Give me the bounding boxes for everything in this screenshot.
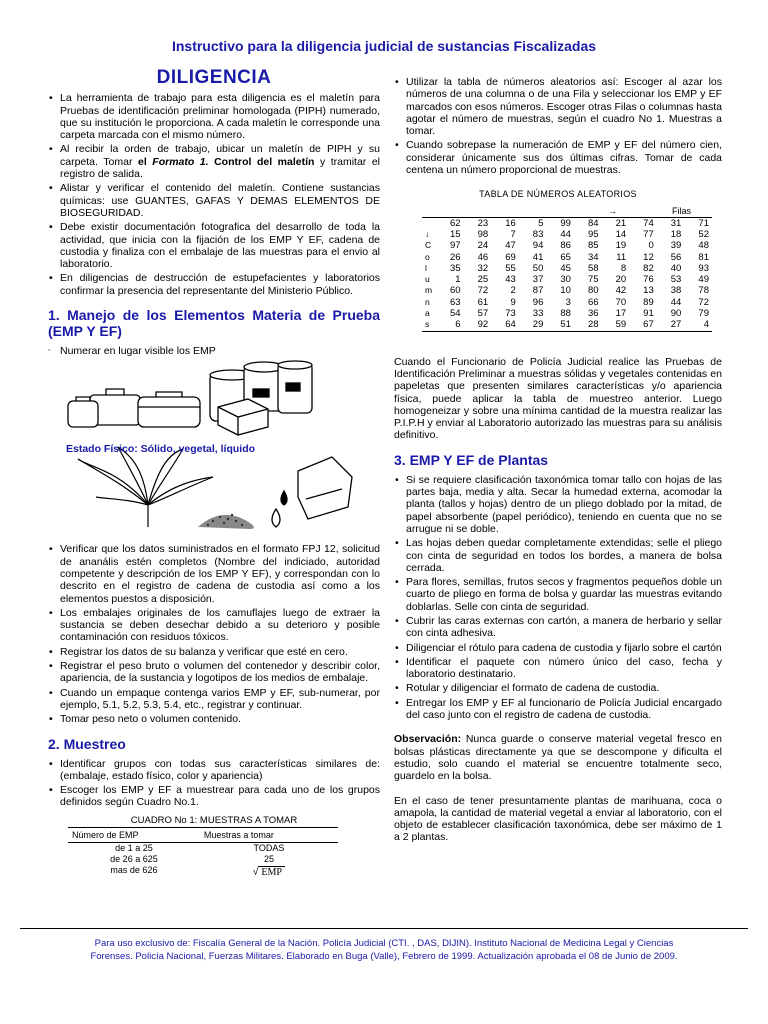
table-cell: 62 xyxy=(436,217,464,229)
table-cell: 46 xyxy=(477,251,489,263)
random-table-title: TABLA DE NÚMEROS ALEATORIOS xyxy=(479,189,637,200)
table-cell: 4 xyxy=(684,319,712,331)
list-item: • Entregar los EMP y EF al funcionario de Policía Judicial encargado del caso junto con el registro de cadena de custodia. xyxy=(394,697,722,722)
list-item: • Alistar y verificar el contenido del maletín. Contiene sustancias químicas: use GUANTES, GAFAS Y DEMAS ELEMENTOS DE BIOSEGURIDAD. xyxy=(48,182,380,219)
list-item: • La herramienta de trabajo para esta diligencia es el maletín para Pruebas de identificación preliminar homologada (PIPH) numerado, que su institución le proporciona. A cada maletín le corresponde una carpeta marcada con el mismo número. xyxy=(48,92,380,141)
table-cell: 96 xyxy=(532,296,544,308)
table-cell: 19 xyxy=(615,240,627,252)
table-row xyxy=(422,252,712,263)
table-cell: 84 xyxy=(574,217,602,229)
table-header: Número de EMP xyxy=(68,827,200,842)
cuadro-table xyxy=(68,827,338,878)
table-cell: 81 xyxy=(698,251,709,263)
table-cell: 66 xyxy=(587,296,599,308)
table-cell: 43 xyxy=(505,274,516,286)
table-cell: 44 xyxy=(670,296,682,308)
cuadro-title: CUADRO No 1: MUESTRAS A TOMAR xyxy=(130,814,298,826)
random-numbers-table xyxy=(422,217,712,332)
table-row: mas de 626 √ EMP xyxy=(68,865,338,878)
table-header: Muestras a tomar xyxy=(200,827,338,842)
list-item: • Las hojas deben quedar completamente extendidas; selle el pliego con cinta de seguridad en todos los bordes, a manera de bolsa cerrada. xyxy=(394,537,722,574)
table-cell: 2 xyxy=(510,285,516,297)
side-label: C xyxy=(425,240,432,251)
list-item: • Los embalajes originales de los camuflajes luego de extraer la sustancia se deben desechar debido a su deterioro y posible contaminación con residuos tóxicos. xyxy=(48,607,380,644)
table-cell: 50 xyxy=(532,262,544,274)
table-cell: 24 xyxy=(477,240,489,252)
table-cell: 17 xyxy=(615,308,627,320)
table-cell: 60 xyxy=(450,285,461,297)
table-cell: 31 xyxy=(657,217,685,229)
list-item: • Identificar el paquete con número único del caso, fecha y laboratorio destinatario. xyxy=(394,656,722,681)
table-cell: 48 xyxy=(698,240,709,252)
table-cell: 98 xyxy=(477,228,489,240)
left-column xyxy=(48,67,381,879)
table-cell: 94 xyxy=(532,240,544,252)
table-cell: 15 xyxy=(450,228,461,240)
side-label: ↓ xyxy=(425,228,430,239)
table-cell: 99 xyxy=(546,217,574,229)
table-cell: 54 xyxy=(450,308,461,320)
leaf-icon xyxy=(78,447,213,527)
table-cell: 26 xyxy=(450,251,461,263)
paragraph: Cuando el Funcionario de Policía Judicial realice las Pruebas de Identificación Preliminar a muestras sólidas y vegetales contenidas en papeletas que presenten similares características y/o apariencia física, puede aplicar la tabla de muestreo anterior. Luego homogeneizar y sobre una mínima cantidad de la muestra realizar las P.I.P.H y enviar al Laboratorio autorizado las muestras para su análisis definitivo. xyxy=(394,355,722,442)
table-cell: 1 xyxy=(455,274,461,286)
table-cell: 87 xyxy=(532,285,544,297)
table-cell: 72 xyxy=(477,285,489,297)
table-cell: 52 xyxy=(698,228,709,240)
table-cell: 73 xyxy=(505,308,516,320)
list-item: • Cuando sobrepase la numeración de EMP y EF del número cien, considerar únicamente sus dos últimas cifras. Tomar de cada centena un número proporcional de muestras. xyxy=(394,139,722,176)
table-cell: 30 xyxy=(560,274,571,286)
list-item: • Identificar grupos con todas sus características similares de: (embalaje, estado físico, color y apariencia) xyxy=(48,758,380,783)
table-cell: 0 xyxy=(648,240,654,252)
table-cell: 18 xyxy=(670,228,682,240)
list-item: • Registrar los datos de su balanza y verificar que esté en cero. xyxy=(48,646,380,658)
table-cell: 85 xyxy=(587,240,599,252)
footer-line: Forenses. Policía Nacional, Fuerzas Militares. Elaborado en Buga (Valle), Febrero de 1999. Actualización aprobada el 08 de Junio de 2009. xyxy=(90,951,678,962)
table-cell: 10 xyxy=(560,285,571,297)
table-cell: 64 xyxy=(491,319,519,331)
table-cell: 6 xyxy=(436,319,464,331)
table-cell: 95 xyxy=(587,228,599,240)
table-cell: 72 xyxy=(698,296,709,308)
table-row xyxy=(422,229,712,240)
list-item: • Cubrir las caras externas con cartón, a manera de herbario y sellar con cinta adhesiva. xyxy=(394,615,722,640)
table-cell: 49 xyxy=(698,274,709,286)
intro-list xyxy=(48,92,380,297)
top-right-list xyxy=(394,76,722,176)
estado-fisico-label: Estado Físico: Sólido, vegetal, líquido xyxy=(66,443,256,456)
table-cell: 39 xyxy=(670,240,682,252)
page-title: DILIGENCIA xyxy=(156,67,272,88)
table-cell: 55 xyxy=(505,262,516,274)
side-label: l xyxy=(425,262,427,273)
table-cell: 74 xyxy=(629,217,657,229)
table-cell: 34 xyxy=(587,251,599,263)
table-cell: 92 xyxy=(464,319,492,331)
table-cell: 69 xyxy=(505,251,516,263)
table-cell: 53 xyxy=(670,274,682,286)
footer-line: Para uso exclusivo de: Fiscalía General de la Nación. Policía Judicial (CTI. , DAS, DIJIN). Instituto Nacional de Medicina Legal y Ciencias xyxy=(94,938,674,949)
table-cell: 82 xyxy=(643,262,654,274)
table-cell: 75 xyxy=(587,274,599,286)
table-cell: 51 xyxy=(546,319,574,331)
table-cell: 91 xyxy=(643,308,654,320)
table-row: de 26 a 625 25 xyxy=(110,854,274,865)
filas-label: Filas xyxy=(672,205,692,216)
section-1-list xyxy=(48,543,380,725)
list-item: • Si se requiere clasificación taxonómica tomar tallo con hojas de las partes baja, media y alta. Secar la humedad externa, acomodar la planta (tallos y hojas) dentro de un pliego doblado por la mitad, de papel absorbente (papel periódico), teniendo en cuenta que no se arrugue ni se doble. xyxy=(394,474,722,535)
list-item: • Al recibir la orden de trabajo, ubicar un maletín de PIPH y su carpeta. Tomar el Formato 1. Control del maletín y tramitar el registro de salida. xyxy=(48,143,380,180)
numerar-note: ◦ Numerar en lugar visible los EMP xyxy=(48,345,216,358)
table-row: de 1 a 25 TODAS xyxy=(115,843,285,854)
section-2-list xyxy=(48,758,380,809)
table-cell: 58 xyxy=(587,262,599,274)
list-item: • En diligencias de destrucción de estupefacientes y laboratorios confirmar la presencia del representante del Ministerio Público. xyxy=(48,272,380,297)
table-cell: 29 xyxy=(519,319,547,331)
table-cell: 90 xyxy=(670,308,682,320)
table-cell: 21 xyxy=(602,217,630,229)
table-cell: 32 xyxy=(477,262,489,274)
side-label: u xyxy=(425,274,430,285)
suitcase-icon xyxy=(68,389,200,427)
table-cell: 12 xyxy=(643,251,654,263)
arrow-right-icon: → xyxy=(608,205,617,216)
table-row xyxy=(422,217,712,229)
side-label: n xyxy=(425,296,430,307)
table-row xyxy=(422,297,712,308)
table-cell: 40 xyxy=(670,262,682,274)
section-1-title: 1. Manejo de los Elementos Materia de Prueba (EMP Y EF) xyxy=(48,307,380,340)
section-3-list xyxy=(394,474,722,722)
table-cell: 37 xyxy=(532,274,544,286)
document-header: Instructivo para la diligencia judicial de sustancias Fiscalizadas xyxy=(171,38,597,54)
table-cell: 63 xyxy=(450,296,461,308)
table-cell: 86 xyxy=(560,240,571,252)
liquid-icon xyxy=(272,457,352,527)
side-label xyxy=(422,217,436,229)
table-cell: 56 xyxy=(670,251,682,263)
table-cell: 70 xyxy=(615,296,627,308)
random-table-header xyxy=(422,205,712,217)
side-label: s xyxy=(422,319,436,331)
table-cell: 3 xyxy=(565,296,571,308)
list-item: • Debe existir documentación fotografica del desarrollo de toda la actividad, que inicia con la fijación de los EMP Y EF, cadena de custodia y finaliza con el embalaje de las muestras para el envio al laboratorio. xyxy=(48,221,380,270)
table-row xyxy=(422,308,712,319)
table-cell: 41 xyxy=(532,251,544,263)
table-cell: 47 xyxy=(505,240,516,252)
table-cell: 71 xyxy=(684,217,712,229)
table-cell: 33 xyxy=(532,308,544,320)
list-item: • Cuando un empaque contenga varios EMP y EF, sub-numerar, por ejemplo, 5.1, 5.2, 5.3, 5.4, etc., registrar y continuar. xyxy=(48,687,380,712)
table-cell: 59 xyxy=(602,319,630,331)
side-label: o xyxy=(425,251,430,262)
table-row xyxy=(422,285,712,296)
table-cell: 11 xyxy=(616,251,627,263)
table-cell: 45 xyxy=(560,262,571,274)
sqrt-formula: √ EMP xyxy=(253,867,285,878)
section-3-title: 3. EMP Y EF de Plantas xyxy=(394,451,549,468)
table-cell: 20 xyxy=(615,274,627,286)
table-cell: 89 xyxy=(643,296,654,308)
right-column xyxy=(394,76,722,850)
table-cell: 44 xyxy=(560,228,571,240)
table-row xyxy=(422,263,712,274)
table-cell: 76 xyxy=(643,274,654,286)
table-cell: 25 xyxy=(477,274,489,286)
table-cell: 79 xyxy=(698,308,709,320)
observacion-paragraph: Observación: Nunca guarde o conserve material vegetal fresco en bolsas plásticas directamente ya que se descompone y dificulta el estudio, solo cuando el material se encuentre totalmente seco, guardelo en la bolsa. xyxy=(394,733,722,783)
table-cell: 36 xyxy=(587,308,599,320)
table-cell: 28 xyxy=(574,319,602,331)
table-cell: 9 xyxy=(510,296,516,308)
table-cell: 42 xyxy=(615,285,627,297)
list-item: • Utilizar la tabla de números aleatorios así: Escoger al azar los números de una columna o de una Fila y seleccionar los EMP y EF marcados con esos números. Escoger otras Filas o columnas hasta agotar el número de muestras, según el cuadro No 1. Muestras a tomar. xyxy=(394,76,722,137)
table-row xyxy=(422,274,712,285)
table-cell: 38 xyxy=(670,285,682,297)
table-cell: 57 xyxy=(477,308,489,320)
table-cell: 97 xyxy=(450,240,461,252)
side-label: m xyxy=(425,285,433,296)
paragraph: En el caso de tener presuntamente plantas de marihuana, coca o amapola, la cantidad de material vegetal a enviar al laboratorio, con el objeto de establecer clasificación taxonómica, debe ser máximo de 1 a 2 plantas. xyxy=(394,794,722,844)
table-cell: 88 xyxy=(560,308,571,320)
table-cell: 83 xyxy=(532,228,544,240)
table-cell: 93 xyxy=(698,262,709,274)
list-item: • Tomar peso neto o volumen contenido. xyxy=(48,713,380,725)
table-cell: 61 xyxy=(477,296,489,308)
table-cell: 78 xyxy=(698,285,709,297)
table-cell: 14 xyxy=(615,228,627,240)
table-cell: 65 xyxy=(560,251,571,263)
footer xyxy=(20,928,748,963)
table-cell: 13 xyxy=(643,285,654,297)
list-item: • Escoger los EMP y EF a muestrear para cada uno de los grupos definidos según Cuadro No.1. xyxy=(48,784,380,809)
powder-icon xyxy=(198,514,254,529)
table-row xyxy=(422,319,712,331)
section-2-title: 2. Muestreo xyxy=(48,735,126,752)
side-label: a xyxy=(425,308,430,319)
list-item: • Para flores, semillas, frutos secos y fragmentos pequeños doble un cuarto de pliego en forma de bolsa y guardar las muestras evitando doblarlas. Selle con cinta de seguridad. xyxy=(394,576,722,613)
table-cell: 7 xyxy=(510,228,516,240)
table-cell: 27 xyxy=(657,319,685,331)
table-cell: 67 xyxy=(629,319,657,331)
table-cell: 16 xyxy=(491,217,519,229)
table-cell: 23 xyxy=(464,217,492,229)
table-cell: 5 xyxy=(519,217,547,229)
table-cell: 80 xyxy=(587,285,599,297)
random-table-wrapper xyxy=(422,205,712,332)
table-cell: 35 xyxy=(450,262,461,274)
table-cell: 8 xyxy=(620,262,627,274)
list-item: • Diligenciar el rótulo para cadena de custodia y fijarlo sobre el cartón xyxy=(394,642,722,654)
table-row xyxy=(422,240,712,251)
list-item: • Verificar que los datos suministrados en el formato FPJ 12, solicitud de ananális estén completos (Nombre del indiciado, autoridad competente y descripción de los EMP Y EF), y correspondan con lo descrito en el registro de cadena de custodia así como a los elementos puestos a disposición. xyxy=(48,543,380,604)
list-item: • Rotular y diligenciar el formato de cadena de custodia. xyxy=(394,682,722,694)
list-item: • Registrar el peso bruto o volumen del contenedor y describir color, apariencia, de la sustancia y logotipos de los medios de embalaje. xyxy=(48,660,380,685)
table-cell: 77 xyxy=(643,228,654,240)
evidence-illustration xyxy=(48,359,380,539)
